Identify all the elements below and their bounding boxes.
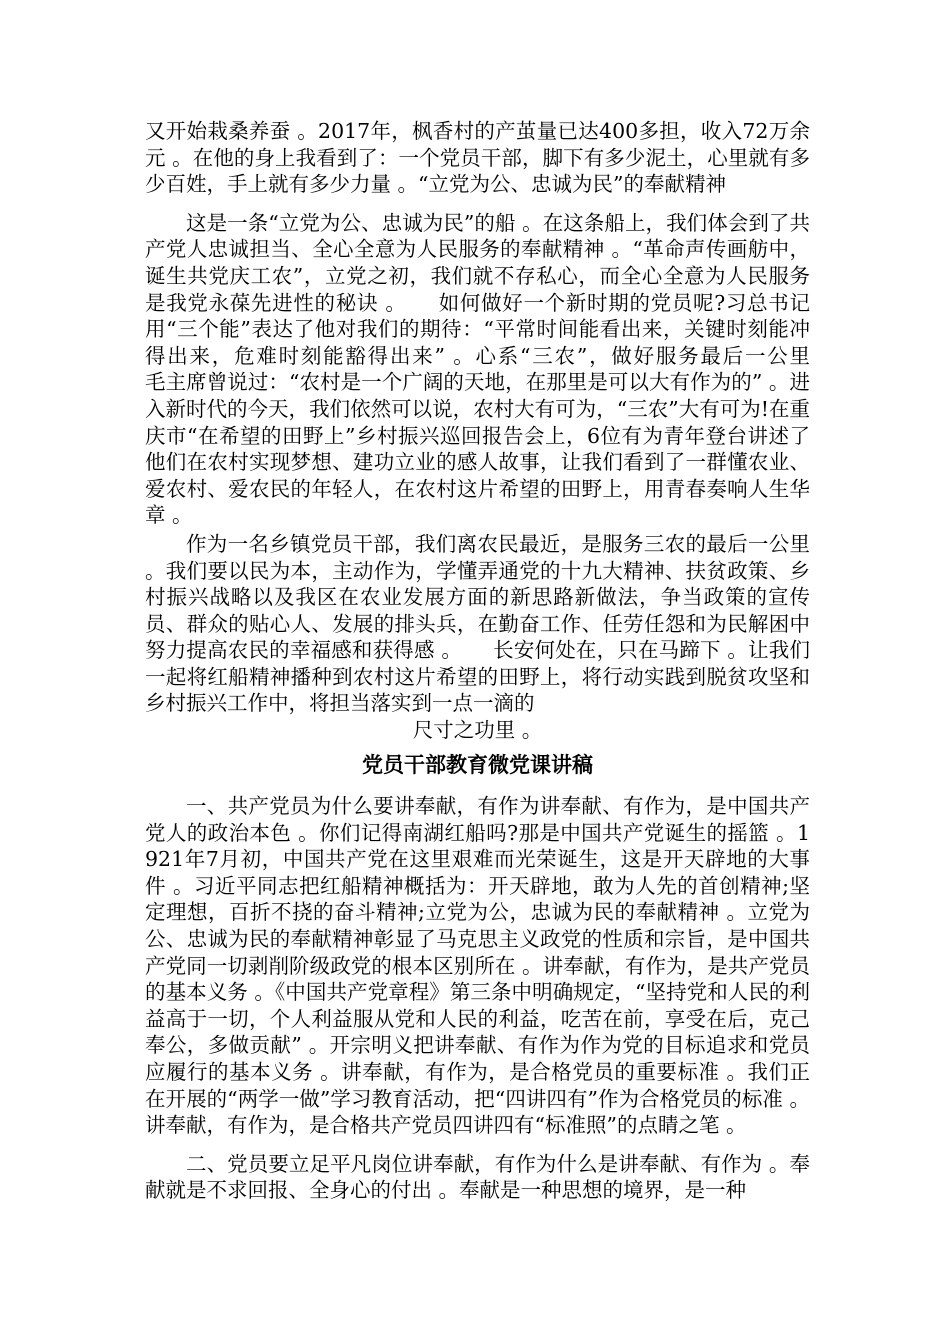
document-title: 党员干部教育微党课讲稿 <box>362 753 593 778</box>
paragraph-section-two: 二、党员要立足平凡岗位讲奉献，有作为什么是讲奉献、有作为 。奉献就是不求回报、全身心的付出 。奉献是一种思想的境界，是一种 <box>145 1151 810 1203</box>
paragraph-trailing-line: 尺寸之功里 。 <box>412 718 543 743</box>
paragraph-township-cadre: 作为一名乡镇党员干部，我们离农民最近，是服务三农的最后一公里 。我们要以民为本，主动作为，学懂弄通党的十九大精神、扶贫政策、乡村振兴战略以及我区在农业发展方面的新思路新做法，争当政策的宣传员、群众的贴心人、发展的排头兵，在勤奋工作、任劳任怨和为民解困中努力提高农民的幸福感和获得感 。 长安何处在，只在马蹄下 。让我们一起将红船精神播种到农村这片希望的田野上，将行动实践到脱贫攻坚和乡村振兴工作中，将担当落实到一点一滴的 <box>145 531 810 716</box>
paragraph-red-boat: 这是一条“立党为公、忠诚为民”的船 。在这条船上，我们体会到了共产党人忠诚担当、全心全意为人民服务的奉献精神 。“革命声传画舫中，诞生共党庆工农”，立党之初，我们就不存私心，而全心全意为人民服务是我党永葆先进性的秘诀 。 如何做好一个新时期的党员呢?习总书记用“三个能”表达了他对我们的期待：“平常时间能看出来，关键时刻能冲得出来，危难时刻能豁得出来” 。心系“三农”，做好服务最后一公里 毛主席曾说过：“农村是一个广阔的天地，在那里是可以大有作为的” 。进入新时代的今天，我们依然可以说，农村大有可为，“三农”大有可为!在重庆市“在希望的田野上”乡村振兴巡回报告会上，6位有为青年登台讲述了他们在农村实现梦想、建功立业的感人故事，让我们看到了一群懂农业、爱农村、爱农民的年轻人，在农村这片希望的田野上，用青春奏响人生华章 。 <box>145 210 851 528</box>
paragraph-continuation: 又开始栽桑养蚕 。2017年，枫香村的产茧量已达400多担，收入72万余元 。在他的身上我看到了：一个党员干部，脚下有多少泥土，心里就有多少百姓，手上就有多少力量 。“立党为公、忠诚为民”的奉献精神 <box>145 119 810 197</box>
document-page <box>145 118 851 1204</box>
paragraph-section-one: 一、共产党员为什么要讲奉献，有作为讲奉献、有作为，是中国共产党人的政治本色 。你们记得南湖红船吗?那是中国共产党诞生的摇篮 。1921年7月初，中国共产党在这里艰难而光荣诞生，这是开天辟地的大事件 。习近平同志把红船精神概括为：开天辟地，敢为人先的首创精神;坚定理想，百折不挠的奋斗精神;立党为公，忠诚为民的奉献精神 。立党为公、忠诚为民的奉献精神彰显了马克思主义政党的性质和宗旨，是中国共产党同一切剥削阶级政党的根本区别所在 。讲奉献，有作为，是共产党员的基本义务 。《中国共产党章程》第三条中明确规定，“坚持党和人民的利益高于一切，个人利益服从党和人民的利益，吃苦在前，享受在后，克己奉公，多做贡献” 。开宗明义把讲奉献、有作为作为党的目标追求和党员应履行的基本义务 。讲奉献，有作为，是合格党员的重要标准 。我们正在开展的“两学一做”学习教育活动，把“四讲四有”作为合格党员的标准 。讲奉献，有作为，是合格共产党员四讲四有“标准照”的点睛之笔 。 <box>145 794 810 1138</box>
